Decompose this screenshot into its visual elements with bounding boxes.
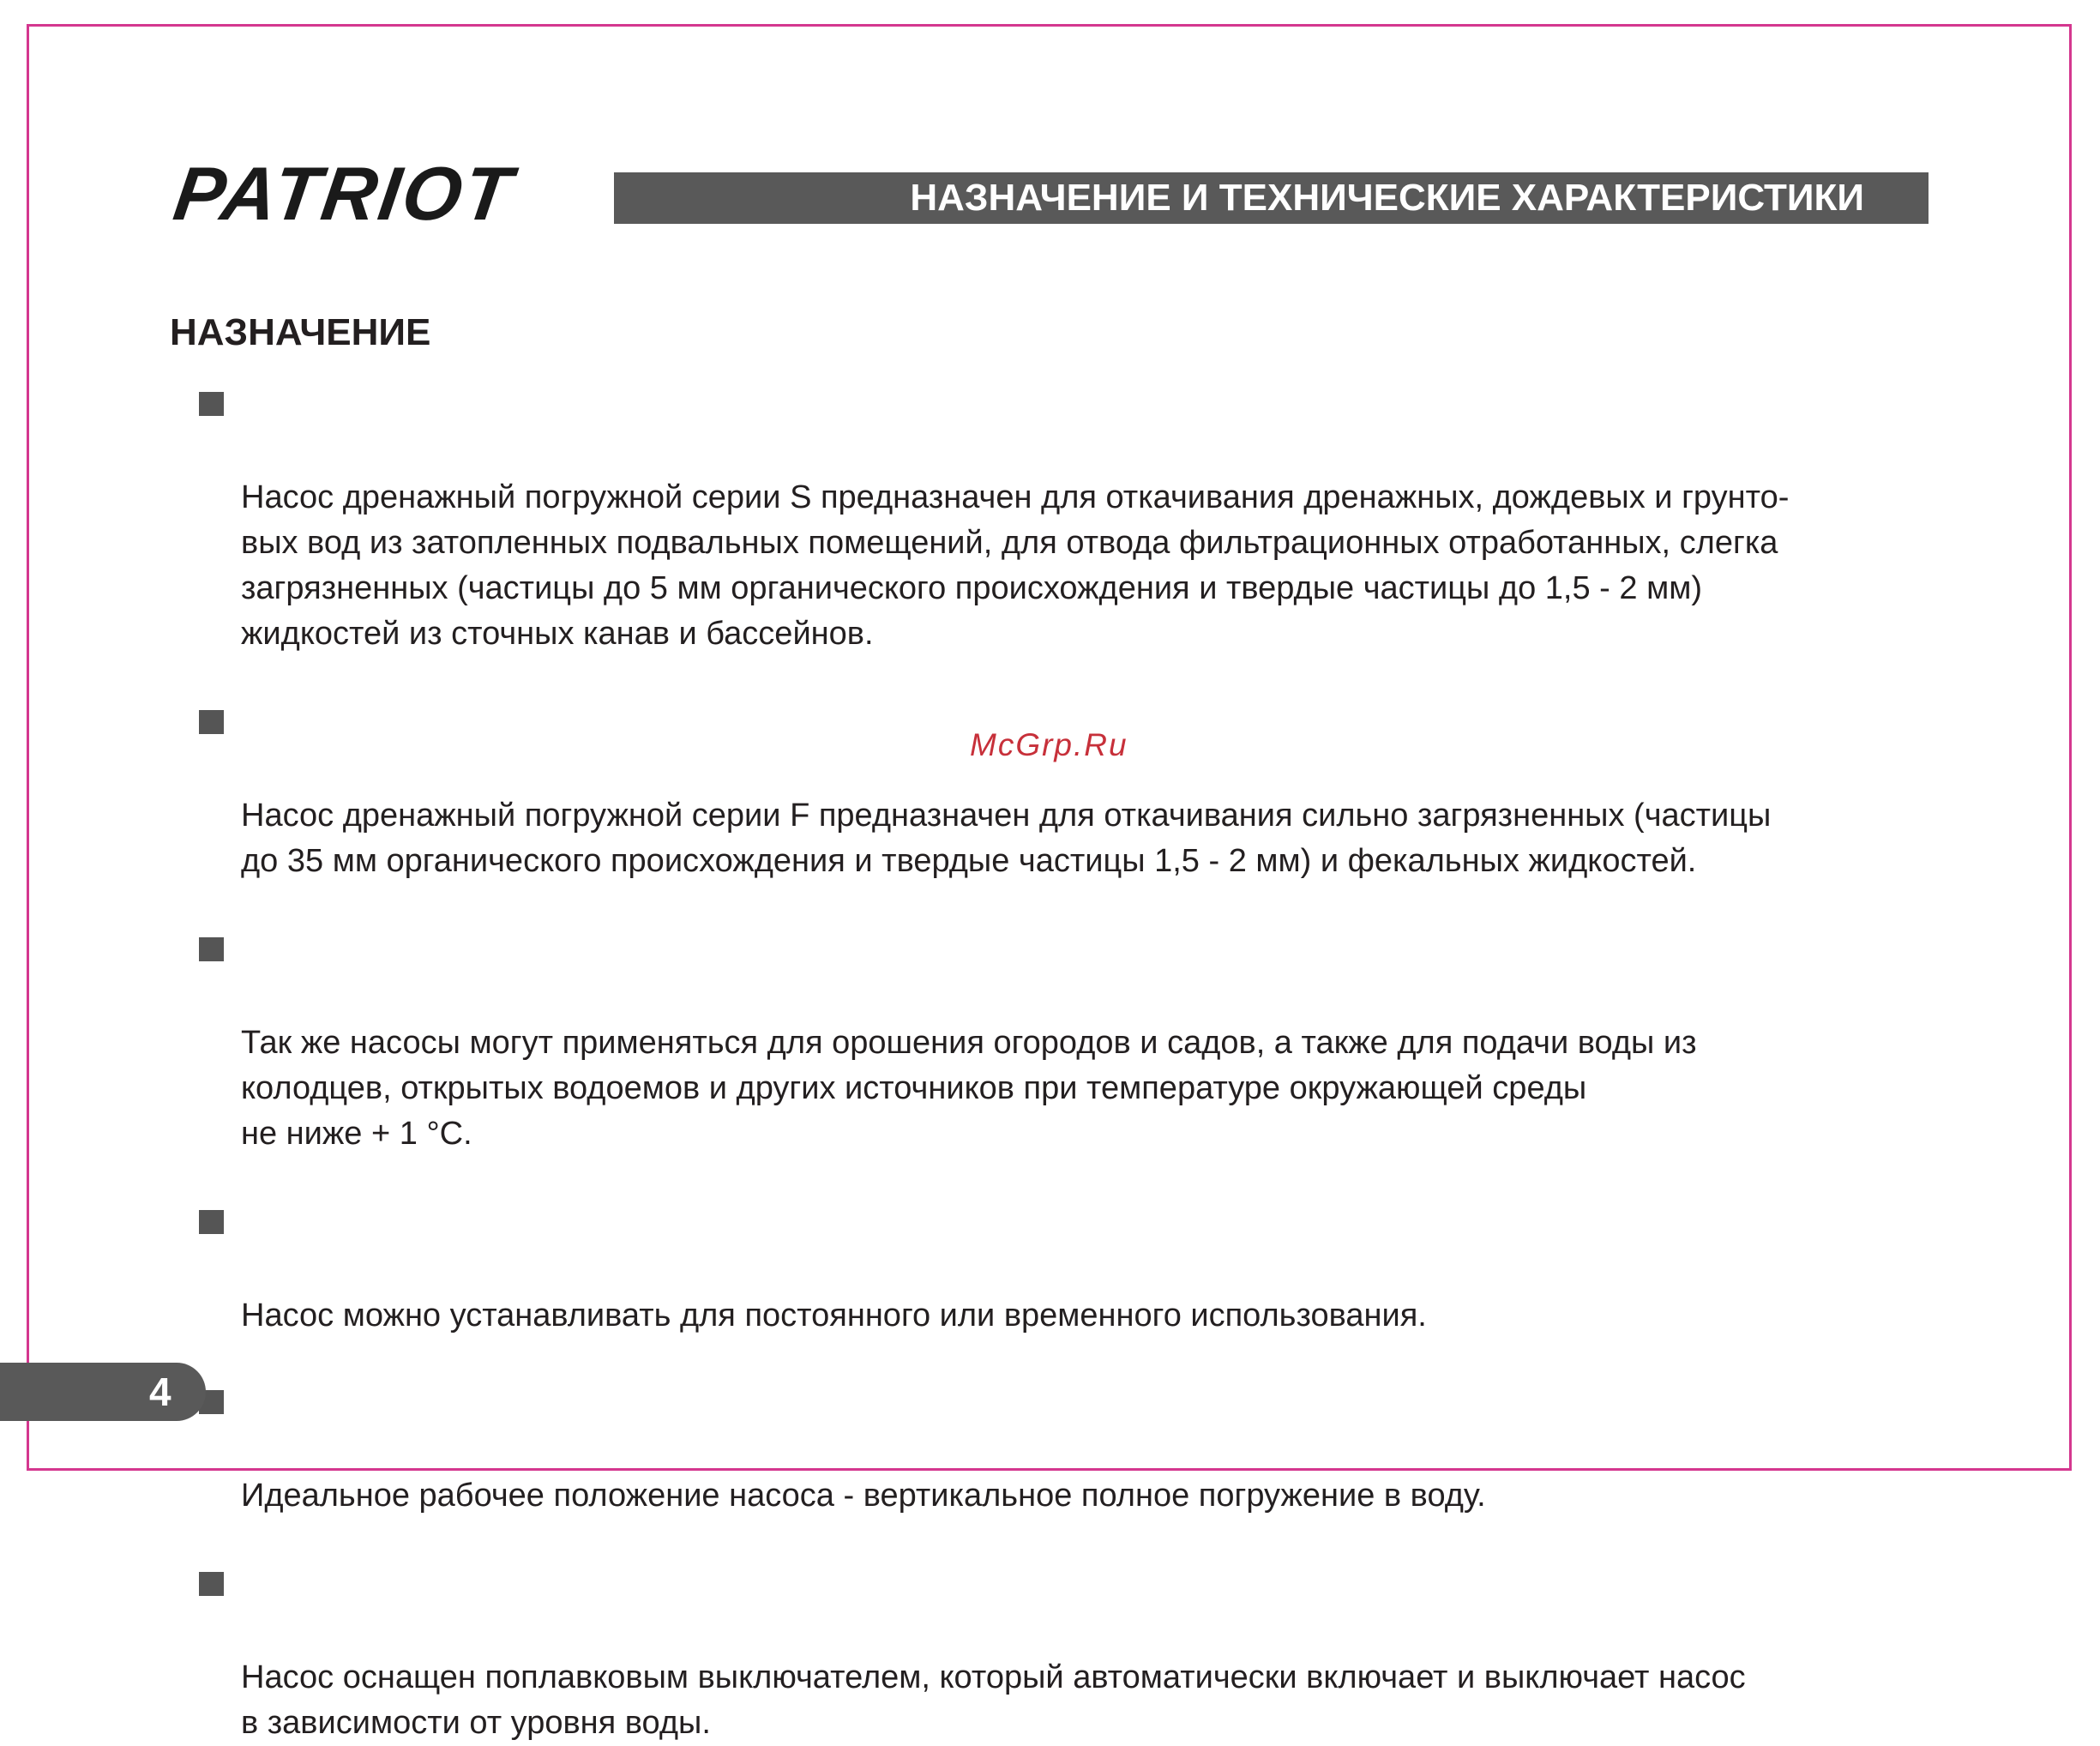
bullet-square-icon (199, 392, 224, 416)
bullet-square-icon (199, 1572, 224, 1596)
bullet-square-icon (199, 1210, 224, 1234)
list-item (199, 1382, 1940, 1519)
list-item-text: Идеальное рабочее положение насоса - вертикальное полное погружение в воду. (241, 1478, 1486, 1514)
list-item-text: Так же насосы могут применяться для орошения огородов и садов, а также для подачи воды из колодцев, открытых водоемов и других источников при температуре окружающей среды не ниже + 1 °С. (241, 1025, 1697, 1152)
list-item-text: Насос оснащен поплавковым выключателем, который автоматически включает и выключает насос в зависимости от уровня воды. (241, 1659, 1746, 1741)
page-number: 4 (149, 1370, 171, 1414)
list-item-text: Насос можно устанавливать для постоянного или временного использования. (241, 1297, 1427, 1334)
list-item (199, 930, 1940, 1157)
list-item (199, 1202, 1940, 1339)
page-number-tab (0, 1363, 206, 1421)
bullet-square-icon (199, 710, 224, 734)
watermark: McGrp.Ru (970, 727, 1128, 762)
brand-logo: PATRIOT (169, 151, 520, 236)
header-title: НАЗНАЧЕНИЕ И ТЕХНИЧЕСКИЕ ХАРАКТЕРИСТИКИ (910, 177, 1864, 219)
list-item-text: Насос дренажный погружной серии F предназначен для откачивания сильно загрязненных (частицы до 35 мм органического происхождения и твердые частицы 1,5 - 2 мм) и фекальных жидкостей. (241, 798, 1772, 879)
header-bar (614, 172, 1929, 224)
list-item-text: Насос дренажный погружной серии S предназначен для откачивания дренажных, дождевых и грунто- вых вод из затопленных подвальных помещений, для отвода фильтрационных отработанных, слегка загрязненных (частицы до 5 мм органического происхождения и твердые частицы до 1,5 - 2 мм) жидкостей из сточных канав и бассейнов. (241, 479, 1790, 652)
list-item (199, 1564, 1940, 1746)
purpose-list (199, 384, 1940, 1746)
list-item (199, 384, 1940, 657)
bullet-square-icon (199, 937, 224, 961)
section-title: НАЗНАЧЕНИЕ (170, 311, 431, 353)
